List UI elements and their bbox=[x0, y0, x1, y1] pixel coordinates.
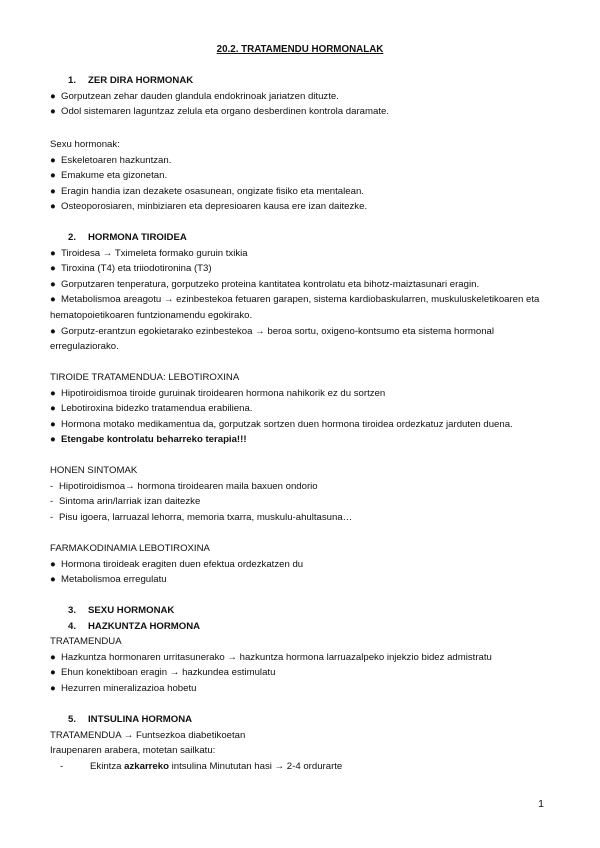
list-item: ● Hormona tiroideak eragiten duen efektua ordezkatzen du bbox=[50, 558, 304, 570]
section-1 bbox=[50, 73, 560, 120]
section-5-heading: 5. INTSULINA HORMONA bbox=[68, 714, 193, 725]
page-number: 1 bbox=[538, 798, 544, 810]
sexu-hormonak-label: Sexu hormonak: bbox=[50, 139, 120, 150]
list-item: - Hipotiroidismoa→ hormona tiroidearen maila baxuen ondorio bbox=[50, 480, 318, 492]
list-item-emphasis: ● Etengabe kontrolatu beharreko terapia!!! bbox=[50, 434, 247, 446]
list-item: ● Tiroxina (T4) eta triiodotironina (T3) bbox=[50, 263, 212, 275]
list-item: ● Lebotiroxina bidezko tratamendua erabiliena. bbox=[50, 403, 253, 415]
section-3-heading: 3. SEXU HORMONAK bbox=[68, 605, 175, 616]
tiroide-tratamendua-label: TIROIDE TRATAMENDUA: LEBOTIROXINA bbox=[50, 372, 240, 383]
list-item: - Sintoma arin/larriak izan daitezke bbox=[50, 496, 201, 508]
list-item: ● Tiroidesa → Tximeleta formako guruin txikia bbox=[50, 247, 248, 259]
list-item: ● Hipotiroidismoa tiroide guruinak tiroidearen hormona nahikorik ez du sortzen bbox=[50, 387, 386, 399]
section-2-heading: 2. HORMONA TIROIDEA bbox=[68, 232, 187, 243]
list-item: ● Osteoporosiaren, minbiziaren eta depresioaren kausa ere izan daitezke. bbox=[50, 201, 368, 213]
sintomak-label: HONEN SINTOMAK bbox=[50, 465, 138, 476]
document-title: 20.2. TRATAMENDU HORMONALAK bbox=[216, 44, 384, 55]
sexu-hormonak-block bbox=[50, 137, 560, 215]
tiroide-tratamendua-block bbox=[50, 370, 560, 448]
section-1-heading: 1. ZER DIRA HORMONAK bbox=[68, 75, 194, 86]
farmakodinamia-block bbox=[50, 541, 560, 588]
farmakodinamia-label: FARMAKODINAMIA LEBOTIROXINA bbox=[50, 543, 210, 554]
list-item: ● Gorputz-erantzun egokietarako ezinbestekoa → beroa sortu, oxigeno-kontsumo eta sistema hormonal erregulaziorako. bbox=[50, 325, 495, 353]
list-item: ● Hezurren mineralizazioa hobetu bbox=[50, 682, 197, 694]
list-item: ● Hormona motako medikamentua da, gorputzak sortzen duen hormona tiroidea ordezkatuz jarduten duena. bbox=[50, 418, 513, 430]
intsulina-sailkapena: Iraupenaren arabera, motetan sailkatu: bbox=[50, 745, 216, 757]
list-item: ● Odol sistemaren laguntzaz zelula eta organo desberdinen kontrola daramate. bbox=[50, 106, 389, 118]
list-item: ● Ehun konektiboan eragin → hazkundea estimulatu bbox=[50, 667, 276, 679]
sintomak-block bbox=[50, 463, 560, 525]
list-item: ● Gorputzaren tenperatura, gorputzeko proteina kantitatea kontrolatu eta bihotz-maiztasunari eragin. bbox=[50, 278, 480, 290]
tratamendua-label: TRATAMENDUA bbox=[50, 636, 122, 648]
list-item: - Ekintza azkarreko intsulina Minututan hasi → 2-4 ordurarte bbox=[60, 760, 343, 772]
list-item: ● Metabolismoa areagotu → ezinbestekoa fetuaren garapen, sistema kardiobaskularren, muskuluskeletikoaren eta hematopoietikoaren funtzionamendu egokirako. bbox=[50, 294, 540, 321]
list-item: ● Hazkuntza hormonaren urritasunerako → hazkuntza hormona larruazalpeko injekzio bidez admistratu bbox=[50, 651, 492, 663]
section-5 bbox=[50, 712, 560, 774]
list-item: ● Metabolismoa erregulatu bbox=[50, 574, 167, 586]
list-item: ● Gorputzean zehar dauden glandula endokrinoak jariatzen dituzte. bbox=[50, 90, 339, 102]
section-3-4 bbox=[50, 603, 560, 697]
list-item: ● Eragin handia izan dezakete osasunean, ongizate fisiko eta mentalean. bbox=[50, 185, 364, 197]
section-4-heading: 4. HAZKUNTZA HORMONA bbox=[68, 620, 201, 632]
section-2 bbox=[50, 230, 560, 355]
list-item: ● Emakume eta gizonetan. bbox=[50, 170, 168, 182]
list-item: - Pisu igoera, larruazal lehorra, memoria txarra, muskulu-ahultasuna… bbox=[50, 511, 353, 523]
intsulina-tratamendua: TRATAMENDUA → Funtsezkoa diabetikoetan bbox=[50, 729, 246, 741]
list-item: ● Eskeletoaren hazkuntzan. bbox=[50, 154, 172, 166]
